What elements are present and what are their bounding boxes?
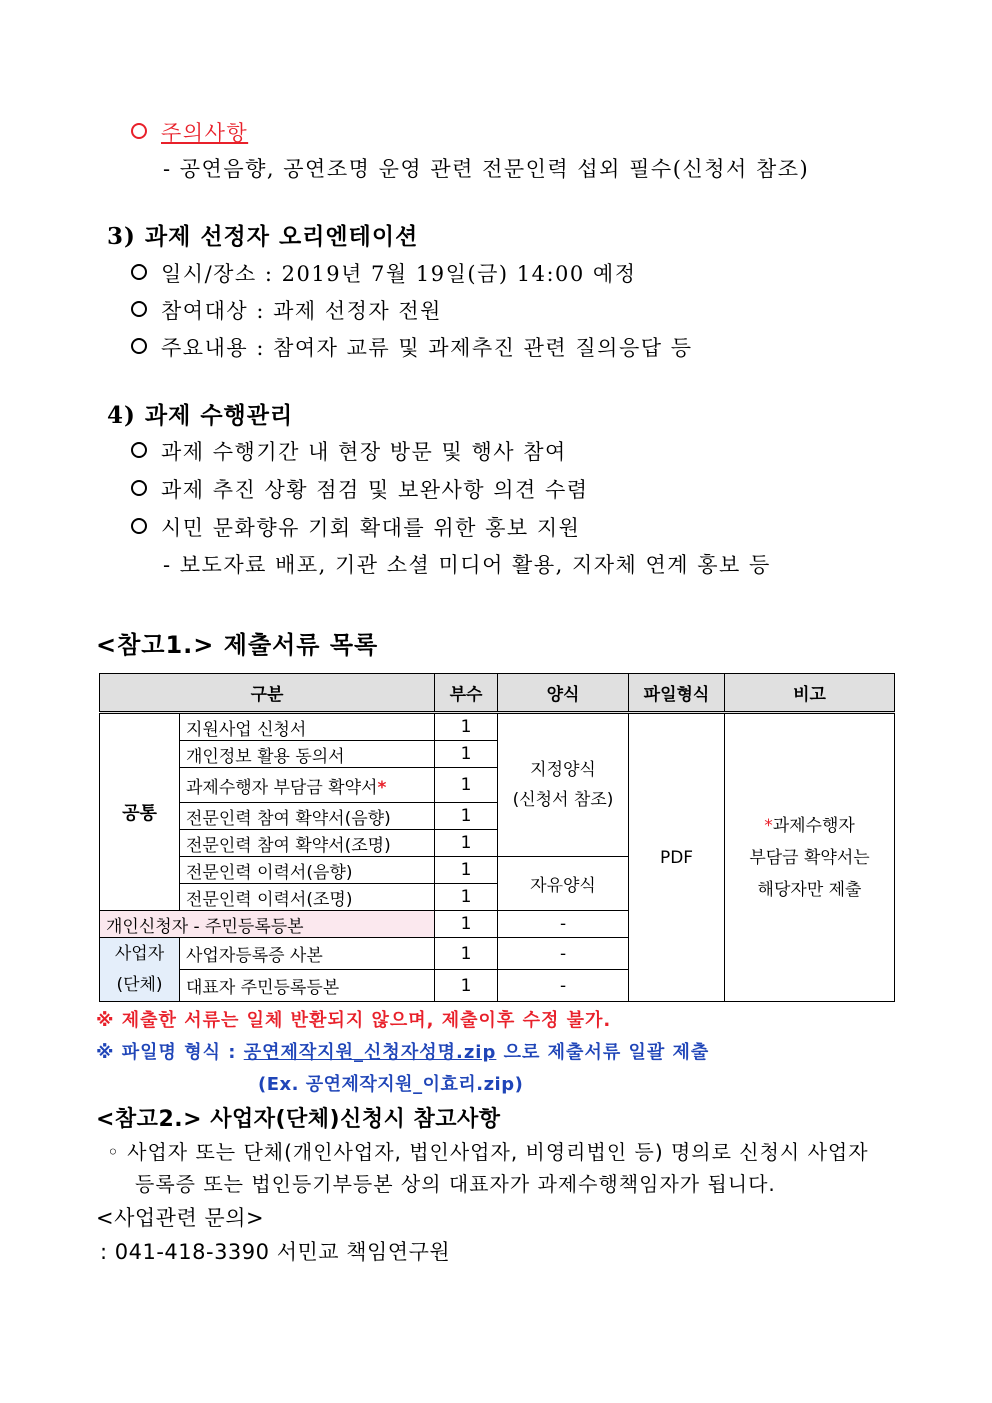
section3-heading: 3) 과제 선정자 오리엔테이션 [107,223,419,250]
doc-count: 1 [435,830,498,857]
doc-count: 1 [435,803,498,830]
caution-item: - 공연음향, 공연조명 운영 관련 전문인력 섭외 필수(신청서 참조) [163,157,810,181]
note-filename-example: (Ex. 공연제작지원_이효리.zip) [258,1074,524,1095]
doc-name: 전문인력 이력서(음향) [180,857,435,884]
doc-name: 개인정보 활용 동의서 [180,741,435,768]
doc-name: 전문인력 이력서(조명) [180,884,435,911]
doc-form: - [498,911,629,938]
doc-name: 대표자 주민등록등본 [180,970,435,1002]
doc-count: 1 [435,741,498,768]
doc-name: 지원사업 신청서 [180,713,435,741]
table-row [100,713,895,741]
caution-title: 주의사항 [161,121,249,145]
section3-item: 일시/장소 : 2019년 7월 19일(금) 14:00 예정 [131,258,637,288]
header-category: 구분 [100,674,435,713]
table-header-row [100,674,895,713]
doc-count: 1 [435,911,498,938]
header-count: 부수 [435,674,498,713]
header-remark: 비고 [725,674,895,713]
doc-name: 전문인력 참여 확약서(음향) [180,803,435,830]
doc-form: - [498,970,629,1002]
remark: *과제수행자 부담금 확약서는 해당자만 제출 [725,713,895,1002]
circle-bullet-icon [131,264,147,280]
header-file-format: 파일형식 [629,674,725,713]
doc-count: 1 [435,713,498,741]
circle-bullet-icon [131,442,147,458]
circle-bullet-icon [131,480,147,496]
circle-bullet-icon [131,518,147,534]
doc-name: 과제수행자 부담금 확약서* [180,768,435,803]
doc-name: 전문인력 참여 확약서(조명) [180,830,435,857]
ref2-line1: ◦ 사업자 또는 단체(개인사업자, 법인사업자, 비영리법인 등) 명의로 신청시 사업자 [107,1140,869,1164]
doc-count: 1 [435,884,498,911]
form-free: 자유양식 [498,857,629,911]
doc-form: - [498,938,629,970]
note-no-return: ※ 제출한 서류는 일체 반환되지 않으며, 제출이후 수정 불가. [96,1010,612,1031]
header-form: 양식 [498,674,629,713]
ref2-line2: 등록증 또는 법인등기부등본 상의 대표자가 과제수행책임자가 됩니다. [135,1172,776,1196]
section4-heading: 4) 과제 수행관리 [107,402,294,429]
doc-count: 1 [435,857,498,884]
group-business: 사업자 (단체) [100,938,180,1002]
ref2-title: <참고2.> 사업자(단체)신청시 참고사항 [96,1107,501,1132]
doc-count: 1 [435,938,498,970]
caution-heading [131,117,248,147]
form-designated: 지정양식 (신청서 참조) [498,713,629,857]
group-common: 공통 [100,713,180,911]
contact-line: : 041-418-3390 서민교 책임연구원 [100,1240,451,1264]
note-filename: ※ 파일명 형식 : 공연제작지원_신청자성명.zip 으로 제출서류 일괄 제출 [96,1042,710,1063]
file-format: PDF [629,713,725,1002]
doc-count: 1 [435,768,498,803]
section4-item: 과제 수행기간 내 현장 방문 및 행사 참여 [131,436,567,466]
section3-item: 주요내용 : 참여자 교류 및 과제추진 관련 질의응답 등 [131,332,692,362]
documents-table [99,673,895,1002]
section3-item: 참여대상 : 과제 선정자 전원 [131,295,442,325]
doc-count: 1 [435,970,498,1002]
ref1-title: <참고1.> 제출서류 목록 [96,631,379,659]
circle-bullet-icon [131,123,147,139]
doc-name: 사업자등록증 사본 [180,938,435,970]
contact-title: <사업관련 문의> [96,1206,265,1230]
doc-name-individual: 개인신청자 - 주민등록등본 [100,911,435,938]
circle-bullet-icon [131,301,147,317]
section4-item: 과제 추진 상황 점검 및 보완사항 의견 수렴 [131,474,589,504]
section4-item: 시민 문화향유 기회 확대를 위한 홍보 지원 [131,512,580,542]
section4-subitem: - 보도자료 배포, 기관 소셜 미디어 활용, 지자체 연계 홍보 등 [163,553,771,577]
circle-bullet-icon [131,338,147,354]
